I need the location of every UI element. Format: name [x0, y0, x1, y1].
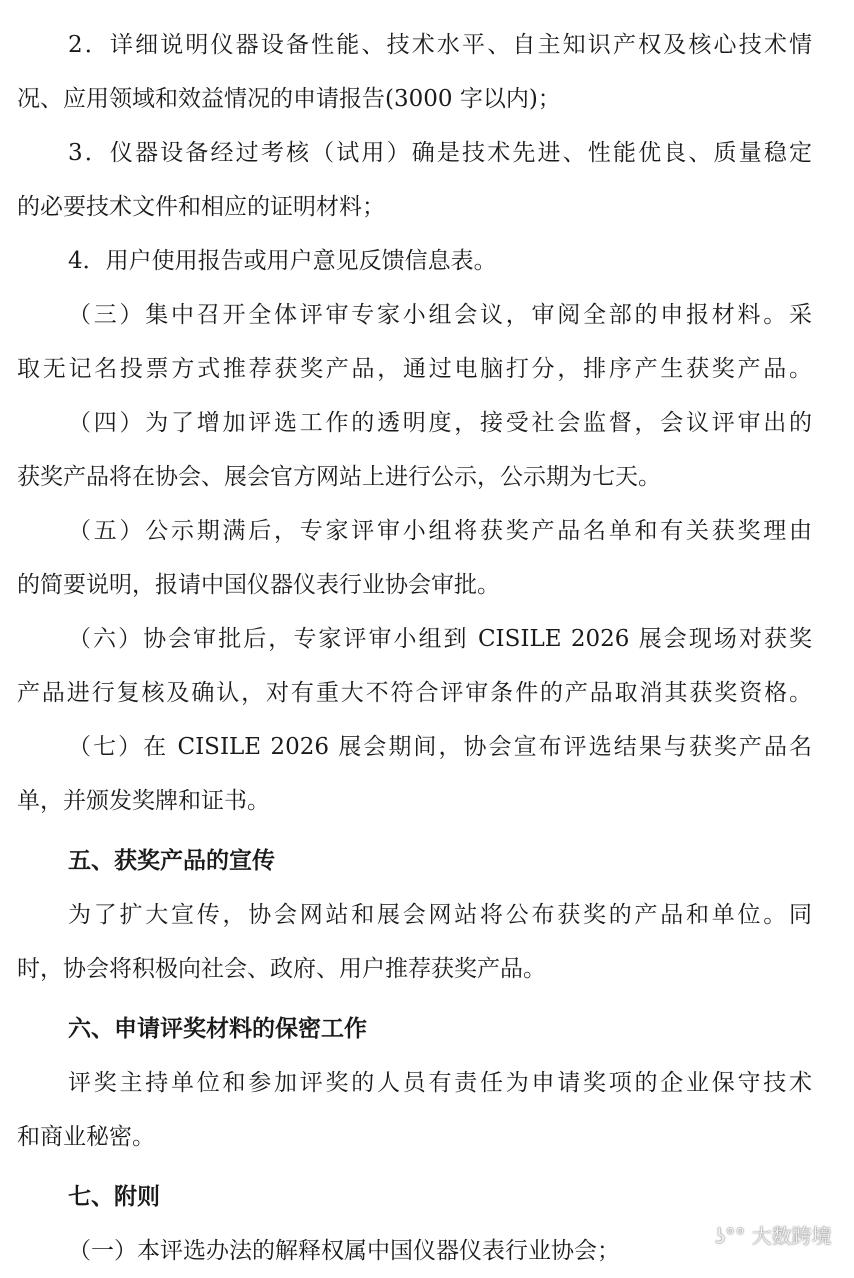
- text-line: 的简要说明，报请中国仪器仪表行业协会审批。: [17, 572, 500, 598]
- text-line: 产品进行复核及确认，对有重大不符合评审条件的产品取消其获奖资格。: [17, 680, 812, 706]
- text-line: 4．用户使用报告或用户意见反馈信息表。: [68, 248, 497, 274]
- text-line: 时，协会将积极向社会、政府、用户推荐获奖产品。: [17, 956, 546, 982]
- text-line: 取无记名投票方式推荐获奖产品，通过电脑打分，排序产生获奖产品。: [17, 356, 812, 382]
- text-line: 为了扩大宣传，协会网站和展会网站将公布获奖的产品和单位。同: [68, 902, 812, 928]
- text-line: 2．详细说明仪器设备性能、技术水平、自主知识产权及核心技术情: [68, 32, 812, 58]
- text-line: （六）协会审批后，专家评审小组到 CISILE 2026 展会现场对获奖: [68, 626, 812, 652]
- text-line: 评奖主持单位和参加评奖的人员有责任为申请奖项的企业保守技术: [68, 1070, 812, 1096]
- document-body: [17, 18, 812, 1278]
- watermark-icon: ʖ°°: [715, 1224, 746, 1248]
- text-line: 和商业秘密。: [17, 1124, 155, 1150]
- text-line: 的必要技术文件和相应的证明材料；: [17, 194, 385, 220]
- section-heading: 五、获奖产品的宣传: [68, 847, 275, 874]
- text-line: 单，并颁发奖牌和证书。: [17, 788, 270, 814]
- section-heading: 六、申请评奖材料的保密工作: [68, 1015, 367, 1042]
- watermark-logo: [715, 1224, 832, 1248]
- text-line: （三）集中召开全体评审专家小组会议，审阅全部的申报材料。采: [68, 302, 812, 328]
- text-line: （七）在 CISILE 2026 展会期间，协会宣布评选结果与获奖产品名: [68, 734, 812, 760]
- text-line: （一）本评选办法的解释权属中国仪器仪表行业协会；: [68, 1238, 620, 1264]
- text-line: （五）公示期满后，专家评审小组将获奖产品名单和有关获奖理由: [68, 518, 812, 544]
- text-line: （四）为了增加评选工作的透明度，接受社会监督，会议评审出的: [68, 410, 812, 436]
- section-heading: 七、附则: [68, 1183, 160, 1210]
- watermark-text: 大数跨境: [751, 1224, 832, 1248]
- text-line: 况、应用领域和效益情况的申请报告(3000 字以内)；: [17, 86, 561, 112]
- text-line: 获奖产品将在协会、展会官方网站上进行公示，公示期为七天。: [17, 464, 661, 490]
- text-line: 3．仪器设备经过考核（试用）确是技术先进、性能优良、质量稳定: [68, 140, 812, 166]
